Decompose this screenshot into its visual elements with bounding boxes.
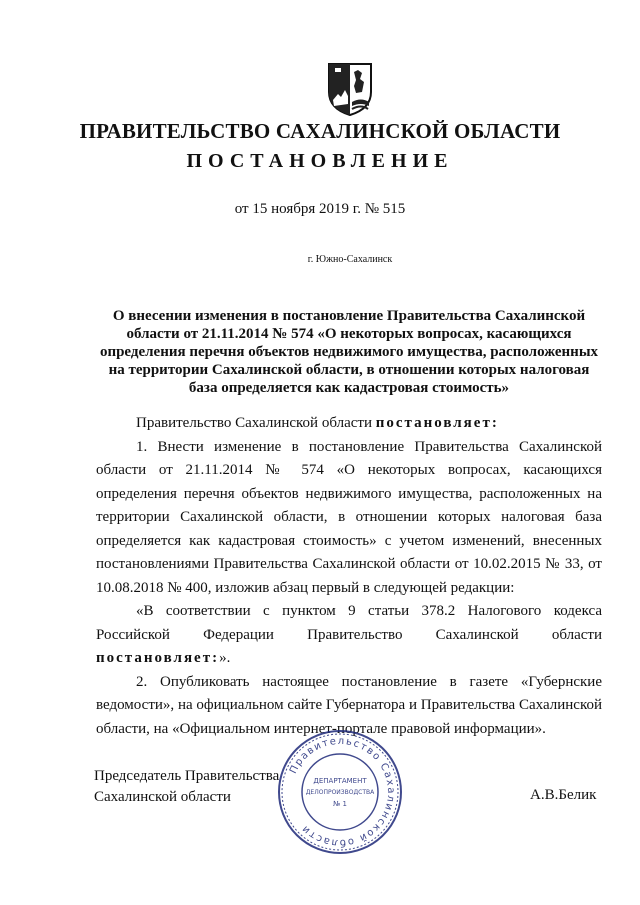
quote-text: «В соответствии с пунктом 9 статьи 378.2 Налогового кодекса Российской Федерации Правительство Сахалинской области <box>96 603 602 643</box>
signatory-title-line1: Председатель Правительства <box>94 768 280 784</box>
intro-paragraph <box>96 412 602 436</box>
document-body <box>96 412 602 741</box>
intro-keyword: постановляет: <box>375 415 499 431</box>
organization-title: ПРАВИТЕЛЬСТВО САХАЛИНСКОЙ ОБЛАСТИ <box>79 119 561 143</box>
quote-paragraph <box>96 600 602 671</box>
signatory-title-line2: Сахалинской области <box>94 789 231 805</box>
document-type: ПОСТАНОВЛЕНИЕ <box>186 150 454 172</box>
signatory-name: А.В.Белик <box>530 787 597 803</box>
item-1-paragraph: 1. Внести изменение в постановление Правительства Сахалинской области от 21.11.2014 № 574 «О некоторых вопросах, касающихся определения перечня объектов недвижимого имущества, расположенных на территории Сахалинской области, в отношении которых налоговая база определяется как кадастровая стоимость» с учетом изменений, внесенных постановлениями Правительства Сахалинской области от 10.02.2015 № 33, от 10.08.2018 № 400, изложив абзац первый в следующей редакции: <box>96 438 602 596</box>
seal-inner-line2: ДЕЛОПРОИЗВОДСТВА <box>305 789 375 796</box>
seal-inner-line1: ДЕПАРТАМЕНТ <box>313 777 367 785</box>
official-seal-stamp <box>276 728 404 856</box>
quote-end: ». <box>219 650 231 666</box>
seal-inner-line3: № 1 <box>333 800 347 808</box>
document-city: г. Южно-Сахалинск <box>307 254 393 265</box>
document-date-number: от 15 ноября 2019 г. № 515 <box>234 201 406 217</box>
signatory-title <box>94 766 279 808</box>
intro-text: Правительство Сахалинской области <box>136 415 376 431</box>
item-2-paragraph: 2. Опубликовать настоящее постановление в газете «Губернские ведомости», на официальном сайте Губернатора и Правительства Сахалинской области, на «Официальном интернет-портале правовой информации». <box>96 673 602 737</box>
document-subject: О внесении изменения в постановление Правительства Сахалинской области от 21.11.2014 № 574 «О некоторых вопросах, касающихся определения перечня объектов недвижимого имущества, расположенных на территории Сахалинской области, в отношении которых налоговая база определяется как кадастровая стоимость» <box>99 308 599 396</box>
seal-outer-text: Правительство Сахалинской области <box>288 735 397 849</box>
coat-of-arms-emblem <box>326 62 374 116</box>
quote-keyword: постановляет: <box>96 650 220 666</box>
